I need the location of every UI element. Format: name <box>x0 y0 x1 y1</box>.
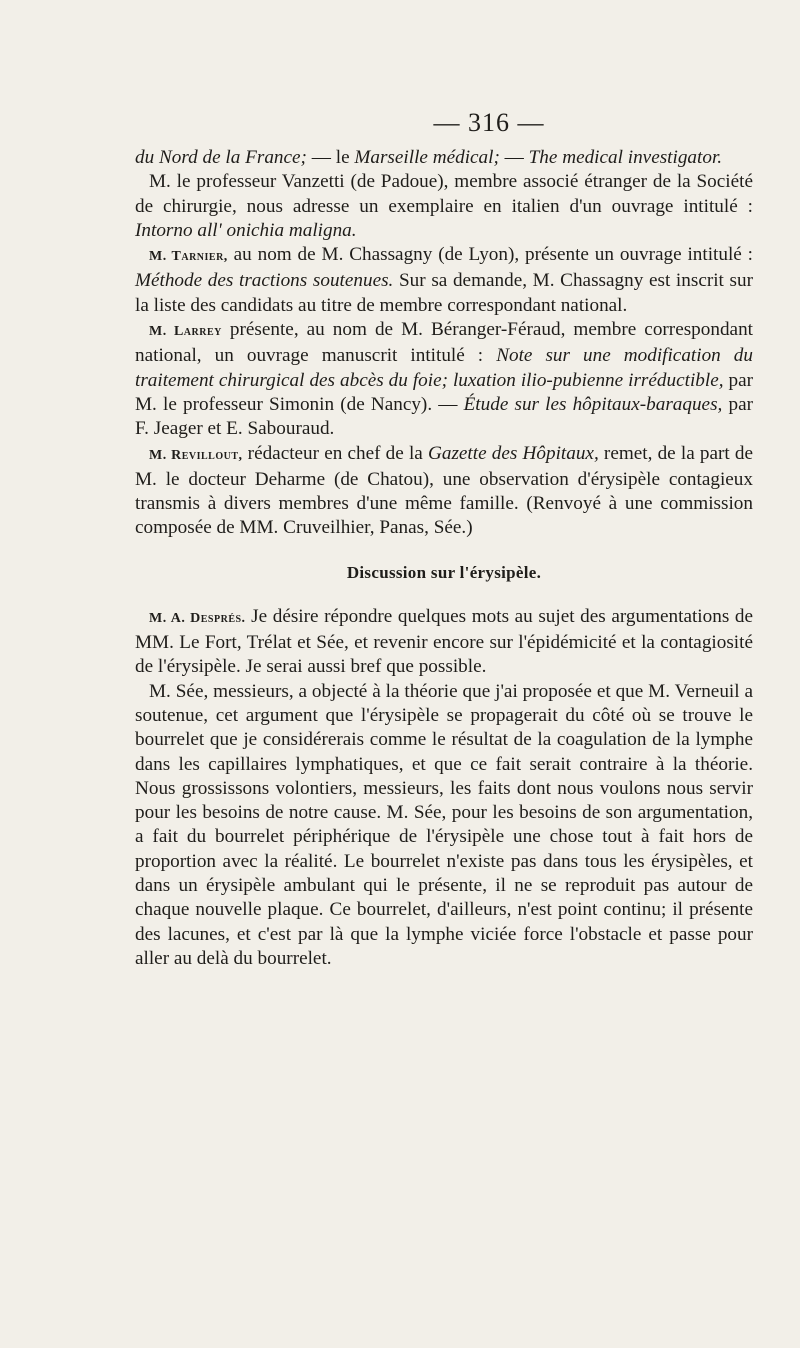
text: au nom de M. Chassagny (de Lyon), présente un ouvrage intitulé : <box>227 244 753 266</box>
text: — le <box>306 147 355 168</box>
work-title: Étude sur les hôpitaux-baraques, <box>463 393 723 415</box>
document-page <box>135 108 753 971</box>
paragraph-vanzetti <box>135 170 753 243</box>
journal-title: Marseille médical; <box>354 147 500 168</box>
paragraph-see-argument: M. Sée, messieurs, a objecté à la théorie que j'ai proposée et que M. Verneuil a soutenue, cet argument que l'érysipèle se propagerait du côté où se trouve le bourrelet que je considérerais comme le résultat de la coagulation de la lymphe dans les capillaires lymphatiques, et que ce fait serait contraire à la théorie. Nous grossissons volontiers, messieurs, les faits dont nous voulons nous servir pour les besoins de notre cause. M. Sée, pour les besoins de son argumentation, a fait du bourrelet périphérique de l'érysipèle une chose tout à fait hors de proportion avec la réalité. Le bourrelet n'existe pas dans tous les érysipèles, et dans un érysipèle ambulant qui le présente, il ne se reproduit pas autour de chaque nouvelle plaque. Ce bourrelet, d'ailleurs, n'est point continu; il présente des lacunes, et c'est par là que la lymphe viciée force l'obstacle et passe pour aller au delà du bourrelet. <box>135 680 753 969</box>
page-number: — 316 — <box>433 108 545 137</box>
text: par F. Jeager et E. Sabouraud. <box>135 393 753 440</box>
paragraph-despres <box>135 605 753 680</box>
section-heading: Discussion sur l'érysipèle. <box>346 562 542 582</box>
paragraph-larrey <box>135 318 753 441</box>
text: M. le professeur Vanzetti (de Padoue), membre associé étranger de la Société de chirurgie, nous adresse un exemplaire en italien d'un ouvrage intitulé : <box>135 171 753 217</box>
text: Sur sa demande, M. Chassagny est inscrit sur la liste des candidats au titre de membre correspondant national. <box>135 270 753 316</box>
journal-title: du Nord de la France; <box>135 147 307 168</box>
work-title: Méthode des tractions soutenues. <box>135 270 394 292</box>
paragraph-tarnier <box>135 243 753 318</box>
paragraph-revillout <box>135 442 753 541</box>
text: Je désire répondre quelques mots au sujet des argumentations de MM. Le Fort, Trélat et Sée, et revenir encore sur l'épidémicité et la contagiosité de l'érysipèle. Je serai aussi bref que possible. <box>135 605 753 678</box>
speaker-name: M. Larrey <box>149 324 222 340</box>
journal-title: The medical investigator. <box>528 147 723 168</box>
work-title: Note sur une modification du traitement chirurgical des abcès du foie; luxation ilio-pubienne irréductible, <box>135 345 753 391</box>
text: rédacteur en chef de la <box>242 442 428 464</box>
speaker-name: M. Revillout, <box>149 447 243 463</box>
text: remet, de la part de M. le docteur Deharme (de Chatou), une observation d'érysipèle contagieux transmis à divers membres d'une même famille. (Renvoyé à une commission composée de MM. Cruveilhier, Panas, Sée.) <box>135 442 753 539</box>
text: par M. le professeur Simonin (de Nancy). — <box>135 369 753 415</box>
speaker-name: M. A. Després. <box>149 610 246 626</box>
text: présente, au nom de M. Béranger-Féraud, membre correspondant national, un ouvrage manuscrit intitulé : <box>135 319 753 367</box>
paragraph-journals <box>135 146 753 170</box>
speaker-name: M. Tarnier, <box>149 249 228 265</box>
journal-title: Gazette des Hôpitaux, <box>428 442 599 464</box>
text: — <box>499 147 529 168</box>
work-title: Intorno all' onichia maligna. <box>135 219 357 241</box>
